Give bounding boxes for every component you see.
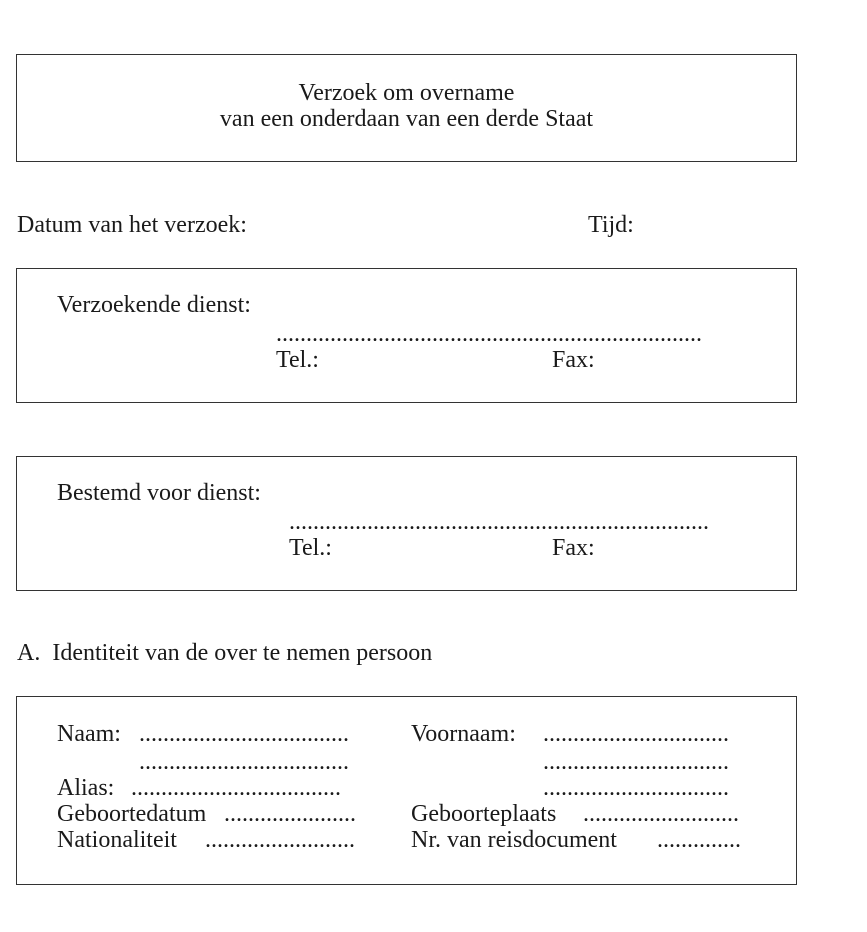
requesting-service-fax-label: Fax: <box>552 347 595 373</box>
request-time-label: Tijd: <box>588 212 634 238</box>
destination-service-label: Bestemd voor dienst: <box>57 480 261 506</box>
name-label: Naam: <box>57 721 121 747</box>
first-name-field-1[interactable]: ............................... <box>543 722 729 746</box>
first-name-label: Voornaam: <box>411 721 516 747</box>
section-a-heading: A. Identiteit van de over te nemen persoon <box>17 640 433 666</box>
first-name-field-2[interactable]: ............................... <box>543 750 729 774</box>
request-date-label: Datum van het verzoek: <box>17 212 247 238</box>
alias-label: Alias: <box>57 775 115 801</box>
requesting-service-tel-label: Tel.: <box>276 347 319 373</box>
birth-date-field[interactable]: ...................... <box>224 802 356 826</box>
birth-date-label: Geboortedatum <box>57 801 207 827</box>
destination-service-fax-label: Fax: <box>552 535 595 561</box>
alias-field[interactable]: ................................... <box>131 776 341 800</box>
name-field-2[interactable]: ................................... <box>139 750 349 774</box>
requesting-service-label: Verzoekende dienst: <box>57 292 251 318</box>
birth-place-field[interactable]: .......................... <box>583 802 739 826</box>
requesting-service-field[interactable]: ....................................................................... <box>276 322 702 346</box>
form-subtitle: van een onderdaan van een derde Staat <box>219 106 594 132</box>
birth-place-label: Geboorteplaats <box>411 801 557 827</box>
travel-doc-label: Nr. van reisdocument <box>411 827 617 853</box>
travel-doc-field[interactable]: .............. <box>657 828 741 852</box>
destination-service-field[interactable]: ...................................................................... <box>289 510 709 534</box>
nationality-label: Nationaliteit <box>57 827 177 853</box>
nationality-field[interactable]: ......................... <box>205 828 355 852</box>
form-title: Verzoek om overname <box>298 80 515 106</box>
name-field-1[interactable]: ................................... <box>139 722 349 746</box>
first-name-field-3[interactable]: ............................... <box>543 776 729 800</box>
destination-service-tel-label: Tel.: <box>289 535 332 561</box>
